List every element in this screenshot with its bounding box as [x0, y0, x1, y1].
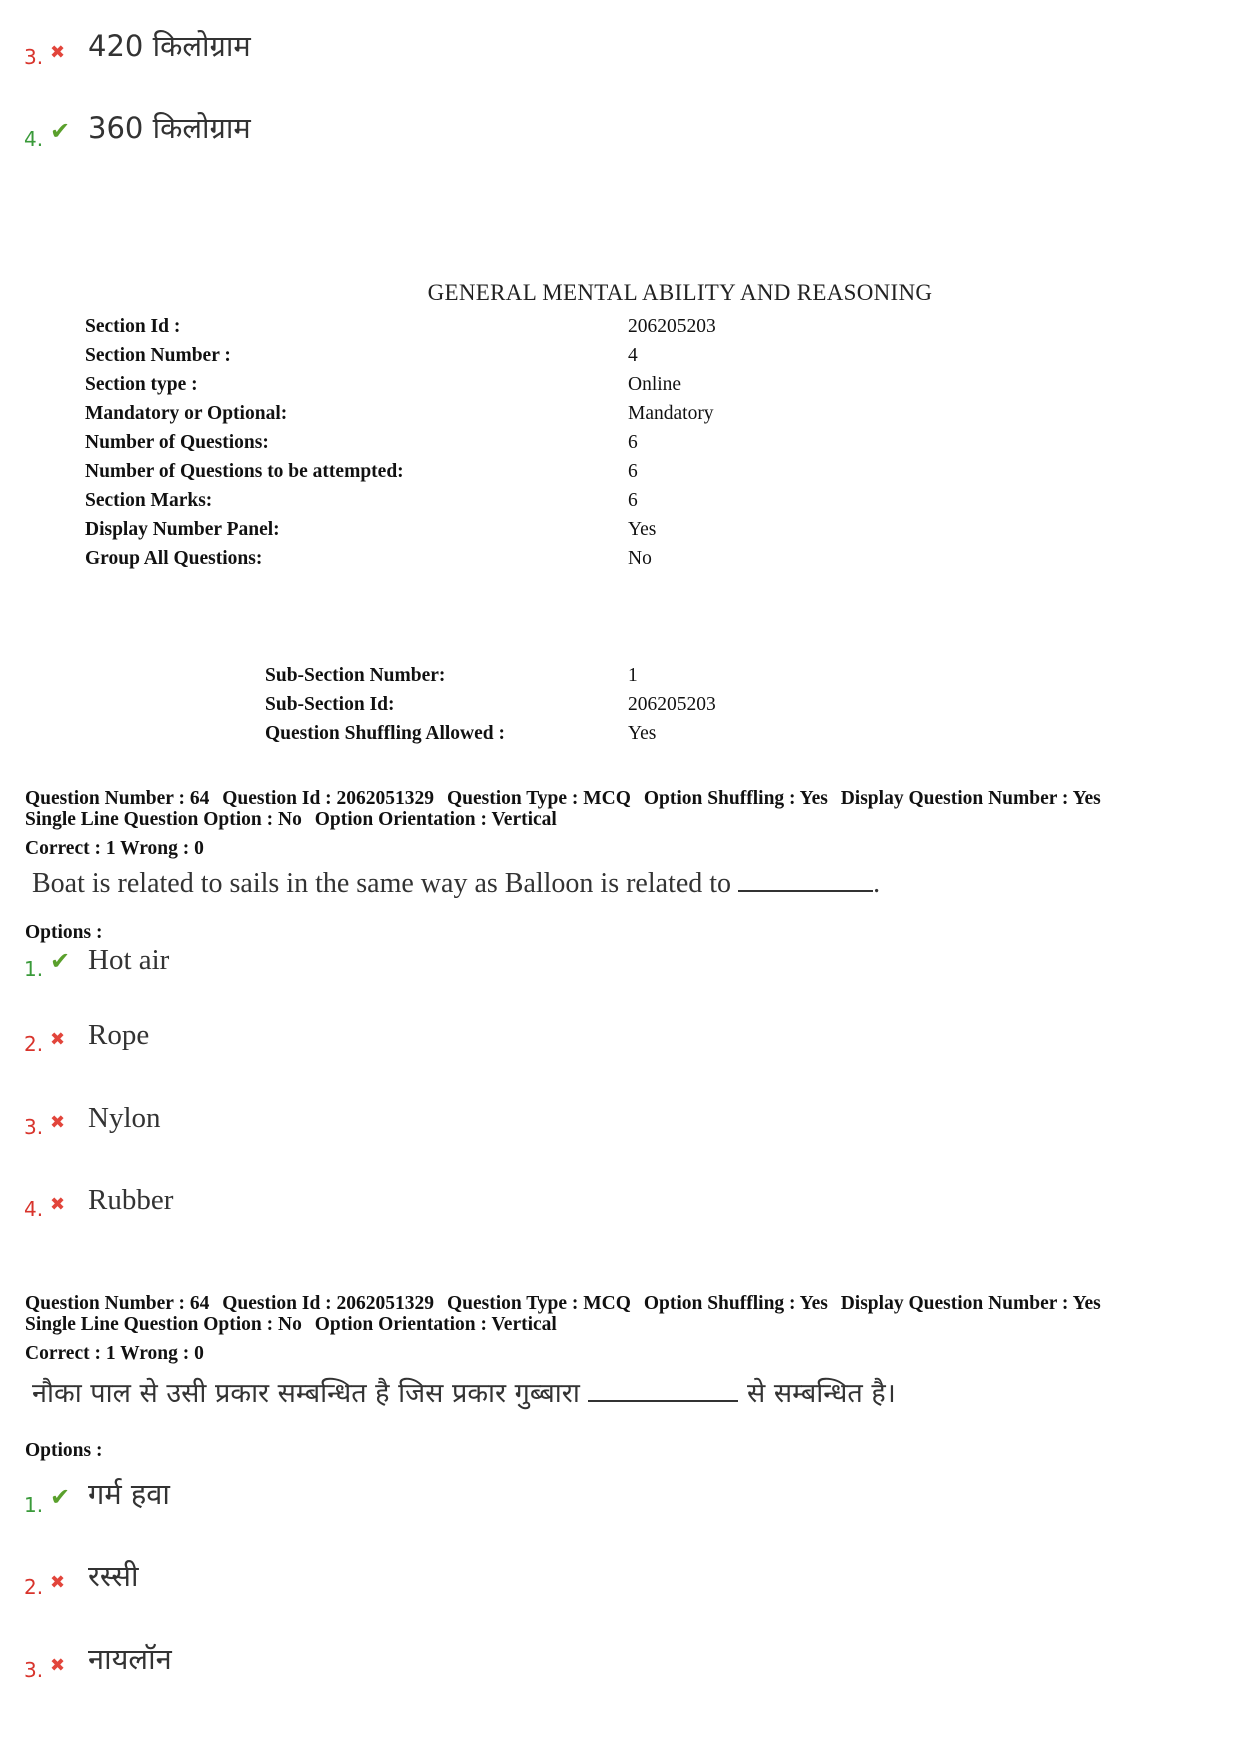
- section-info-row: [85, 519, 1085, 548]
- single-line-option: Single Line Question Option : No: [25, 809, 302, 830]
- check-icon: ✔: [50, 1483, 71, 1511]
- question-number: Question Number : 64: [25, 1293, 210, 1314]
- cross-icon: ✖: [50, 1112, 66, 1133]
- question-text-before: Boat is related to sails in the same way as Balloon is related to: [32, 868, 732, 899]
- check-icon: ✔: [50, 117, 71, 145]
- question-text-after: .: [873, 868, 881, 899]
- single-line-option: Single Line Question Option : No: [25, 1314, 302, 1335]
- cross-icon: ✖: [50, 1572, 66, 1593]
- option-orientation: Option Orientation : Vertical: [314, 1314, 557, 1335]
- section-info-row: [85, 403, 1085, 432]
- option-number: 4.: [24, 127, 44, 151]
- option-number: 3.: [24, 1115, 44, 1139]
- question-text: [32, 1373, 896, 1410]
- answer-blank: [588, 1376, 738, 1402]
- options-label: Options :: [25, 1440, 103, 1461]
- info-value: Mandatory: [628, 403, 714, 424]
- section-info-row: [85, 432, 1085, 461]
- correct-wrong: Correct : 1 Wrong : 0: [25, 1343, 204, 1364]
- check-icon: ✔: [50, 947, 71, 975]
- option-text: Hot air: [88, 944, 170, 976]
- info-value: 206205203: [628, 694, 716, 715]
- section-info-row: [85, 490, 1085, 519]
- option-row: [24, 944, 170, 981]
- question-number: Question Number : 64: [25, 788, 210, 809]
- option-text: नायलॉन: [88, 1642, 172, 1676]
- info-value: 4: [628, 345, 638, 366]
- option-text: रस्सी: [88, 1559, 139, 1593]
- option-number: 2.: [24, 1032, 44, 1056]
- info-value: 6: [628, 490, 638, 511]
- option-text: Rubber: [88, 1184, 174, 1216]
- option-number: 4.: [24, 1197, 44, 1221]
- info-value: Yes: [628, 723, 657, 744]
- section-info-row: [85, 548, 1085, 577]
- option-text: 360 किलोग्राम: [88, 111, 251, 145]
- question-id: Question Id : 2062051329: [222, 1293, 435, 1314]
- section-info-row: [85, 461, 1085, 490]
- question-header: [25, 788, 1225, 830]
- option-text: Rope: [88, 1019, 150, 1051]
- info-label: Sub-Section Id:: [265, 694, 395, 715]
- correct-wrong: Correct : 1 Wrong : 0: [25, 838, 204, 859]
- cross-icon: ✖: [50, 1655, 66, 1676]
- info-label: Section type :: [85, 374, 198, 395]
- info-label: Number of Questions to be attempted:: [85, 461, 404, 482]
- question-text-before: नौका पाल से उसी प्रकार सम्बन्धित है जिस प्रकार गुब्बारा: [32, 1378, 580, 1409]
- info-label: Number of Questions:: [85, 432, 269, 453]
- question-type: Question Type : MCQ: [446, 788, 631, 809]
- info-label: Group All Questions:: [85, 548, 263, 569]
- display-question-number: Display Question Number : Yes: [840, 1293, 1101, 1314]
- option-row: [24, 30, 251, 69]
- question-text-after: से सम्बन्धित है।: [747, 1378, 896, 1409]
- option-row: [24, 1184, 174, 1221]
- section-title: GENERAL MENTAL ABILITY AND REASONING: [427, 280, 933, 305]
- subsection-info-row: [265, 723, 1165, 752]
- info-value: 6: [628, 432, 638, 453]
- info-value: No: [628, 548, 652, 569]
- option-shuffling: Option Shuffling : Yes: [643, 1293, 828, 1314]
- option-number: 1.: [24, 957, 44, 981]
- info-label: Section Number :: [85, 345, 231, 366]
- subsection-info-row: [265, 665, 1165, 694]
- option-number: 3.: [24, 45, 44, 69]
- info-label: Display Number Panel:: [85, 519, 280, 540]
- option-row: [24, 1643, 172, 1682]
- section-info-row: [85, 374, 1085, 403]
- cross-icon: ✖: [50, 1194, 66, 1215]
- option-text: गर्म हवा: [88, 1477, 170, 1511]
- question-id: Question Id : 2062051329: [222, 788, 435, 809]
- option-row: [24, 1102, 161, 1139]
- cross-icon: ✖: [50, 42, 66, 63]
- option-row: [24, 1478, 170, 1517]
- info-label: Mandatory or Optional:: [85, 403, 288, 424]
- info-value: Yes: [628, 519, 657, 540]
- info-value: Online: [628, 374, 682, 395]
- info-label: Section Marks:: [85, 490, 213, 511]
- option-text: Nylon: [88, 1102, 161, 1134]
- option-number: 1.: [24, 1493, 44, 1517]
- answer-blank: [738, 866, 873, 892]
- option-row: [24, 112, 251, 151]
- info-value: 1: [628, 665, 638, 686]
- section-info-row: [85, 316, 1085, 345]
- question-type: Question Type : MCQ: [446, 1293, 631, 1314]
- question-text: [32, 866, 880, 900]
- option-row: [24, 1019, 150, 1056]
- question-header: [25, 1293, 1225, 1335]
- option-shuffling: Option Shuffling : Yes: [643, 788, 828, 809]
- info-label: Question Shuffling Allowed :: [265, 723, 506, 744]
- option-text: 420 किलोग्राम: [88, 29, 251, 63]
- info-value: 6: [628, 461, 638, 482]
- section-info-row: [85, 345, 1085, 374]
- option-number: 2.: [24, 1575, 44, 1599]
- cross-icon: ✖: [50, 1029, 66, 1050]
- info-value: 206205203: [628, 316, 716, 337]
- subsection-info-row: [265, 694, 1165, 723]
- options-label: Options :: [25, 922, 103, 943]
- info-label: Section Id :: [85, 316, 181, 337]
- info-label: Sub-Section Number:: [265, 665, 446, 686]
- display-question-number: Display Question Number : Yes: [840, 788, 1101, 809]
- option-row: [24, 1560, 139, 1599]
- option-number: 3.: [24, 1658, 44, 1682]
- option-orientation: Option Orientation : Vertical: [314, 809, 557, 830]
